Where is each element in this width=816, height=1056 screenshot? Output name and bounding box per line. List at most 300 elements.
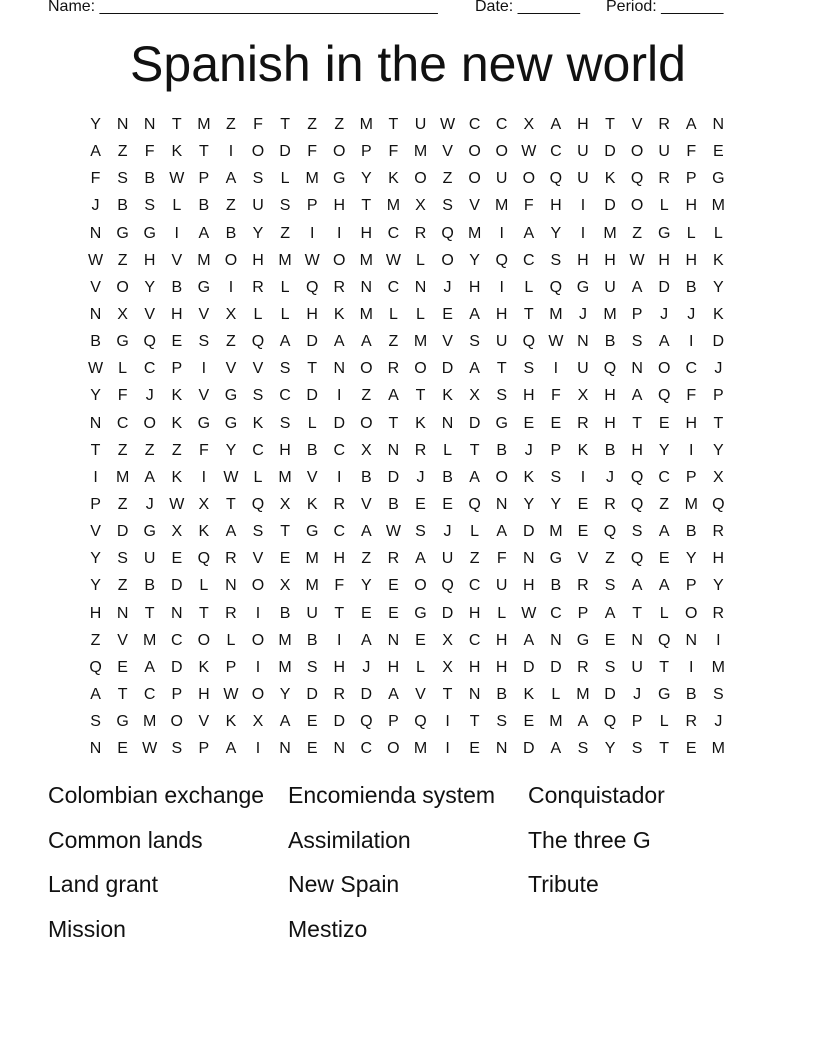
grid-letter: H xyxy=(495,306,508,324)
grid-letter: K xyxy=(171,414,183,432)
grid-letter: H xyxy=(631,441,643,459)
grid-letter: X xyxy=(279,577,291,595)
grid-letter: G xyxy=(224,387,238,405)
grid-letter: X xyxy=(198,496,210,514)
grid-letter: F xyxy=(686,387,697,405)
grid-letter: V xyxy=(252,360,264,378)
grid-letter: P xyxy=(198,740,210,758)
grid-letter: B xyxy=(144,577,156,595)
grid-letter: Q xyxy=(603,523,617,541)
grid-row xyxy=(82,708,732,735)
grid-letter: N xyxy=(685,631,698,649)
grid-letter: X xyxy=(442,631,453,649)
grid-letter: I xyxy=(499,224,504,242)
grid-letter: M xyxy=(143,713,157,731)
grid-letter: Q xyxy=(549,278,563,296)
grid-letter: D xyxy=(170,577,183,595)
grid-letter: N xyxy=(89,414,102,432)
grid-letter: U xyxy=(604,278,616,296)
grid-letter: H xyxy=(198,686,210,704)
grid-letter: T xyxy=(198,143,209,161)
grid-letter: Z xyxy=(117,251,128,269)
grid-letter: J xyxy=(362,658,371,676)
grid-letter: D xyxy=(604,143,616,161)
grid-row xyxy=(82,138,732,165)
grid-letter: E xyxy=(685,740,697,758)
grid-letter: V xyxy=(252,550,264,568)
grid-letter: U xyxy=(577,170,589,188)
grid-letter: L xyxy=(118,360,128,378)
grid-letter: C xyxy=(252,441,264,459)
grid-letter: A xyxy=(415,550,426,568)
grid-letter: C xyxy=(170,631,183,649)
grid-letter: I xyxy=(580,224,586,242)
grid-letter: D xyxy=(116,523,129,541)
grid-letter: V xyxy=(198,306,210,324)
grid-letter: A xyxy=(469,468,480,486)
grid-letter: T xyxy=(388,116,399,134)
grid-letter: P xyxy=(685,468,697,486)
grid-letter: Y xyxy=(90,550,101,568)
grid-row xyxy=(82,627,732,654)
grid-letter: W xyxy=(169,496,185,514)
grid-letter: I xyxy=(337,387,342,405)
grid-letter: Q xyxy=(549,170,563,188)
grid-letter: Y xyxy=(658,441,670,459)
grid-letter: M xyxy=(197,116,211,134)
grid-letter: H xyxy=(468,658,481,676)
grid-letter: W xyxy=(548,333,564,351)
grid-letter: S xyxy=(523,360,535,378)
grid-letter: Q xyxy=(603,360,617,378)
grid-letter: O xyxy=(685,604,698,622)
grid-letter: R xyxy=(577,577,589,595)
grid-letter: D xyxy=(306,686,318,704)
grid-letter: P xyxy=(306,197,318,215)
grid-letter: O xyxy=(333,251,346,269)
grid-letter: G xyxy=(576,278,590,296)
grid-letter: H xyxy=(577,116,589,134)
grid-letter: H xyxy=(333,197,346,215)
grid-letter: O xyxy=(414,577,427,595)
grid-letter: B xyxy=(306,441,318,459)
grid-letter: B xyxy=(496,686,508,704)
grid-letter: S xyxy=(631,740,643,758)
grid-letter: T xyxy=(388,414,399,432)
grid-letter: F xyxy=(334,577,345,595)
grid-letter: P xyxy=(171,686,183,704)
grid-letter: L xyxy=(307,414,317,432)
grid-letter: O xyxy=(414,360,427,378)
grid-letter: M xyxy=(711,740,725,758)
grid-row xyxy=(82,491,732,518)
grid-letter: D xyxy=(387,468,400,486)
grid-letter: O xyxy=(224,251,238,269)
grid-letter: C xyxy=(143,360,156,378)
word-bank-item: Common lands xyxy=(48,826,203,853)
grid-letter: L xyxy=(388,306,398,324)
grid-letter: O xyxy=(116,278,129,296)
grid-letter: L xyxy=(280,306,290,324)
grid-letter: F xyxy=(388,143,399,161)
grid-letter: G xyxy=(197,278,211,296)
grid-letter: L xyxy=(551,686,561,704)
grid-letter: Z xyxy=(361,387,372,405)
grid-letter: T xyxy=(659,740,670,758)
grid-letter: Y xyxy=(225,441,237,459)
grid-letter: Z xyxy=(280,224,290,242)
grid-letter: Q xyxy=(630,550,644,568)
grid-letter: C xyxy=(333,441,346,459)
grid-letter: K xyxy=(171,387,183,405)
grid-row xyxy=(82,111,732,138)
grid-letter: Y xyxy=(604,740,616,758)
grid-letter: A xyxy=(225,740,237,758)
grid-letter: R xyxy=(252,278,264,296)
grid-letter: N xyxy=(550,631,562,649)
grid-letter: Z xyxy=(171,441,182,459)
grid-letter: I xyxy=(255,658,261,676)
grid-letter: A xyxy=(469,306,480,324)
grid-letter: N xyxy=(116,604,129,622)
grid-letter: S xyxy=(415,523,426,541)
grid-letter: C xyxy=(116,414,129,432)
grid-letter: Z xyxy=(659,496,670,514)
grid-letter: G xyxy=(224,414,238,432)
grid-letter: Z xyxy=(226,116,236,134)
grid-letter: Y xyxy=(713,577,724,595)
word-search-grid xyxy=(82,111,732,762)
grid-letter: I xyxy=(337,468,342,486)
grid-letter: A xyxy=(550,740,562,758)
grid-letter: B xyxy=(388,496,399,514)
grid-letter: I xyxy=(201,360,207,378)
grid-letter: T xyxy=(713,414,724,432)
grid-row xyxy=(82,654,732,681)
grid-letter: K xyxy=(225,713,237,731)
word-bank-item: Mission xyxy=(48,915,126,942)
grid-letter: E xyxy=(658,414,670,432)
grid-letter: D xyxy=(441,360,454,378)
grid-letter: H xyxy=(143,251,156,269)
grid-letter: T xyxy=(659,658,670,676)
grid-letter: A xyxy=(469,360,480,378)
grid-letter: Y xyxy=(279,686,291,704)
grid-letter: B xyxy=(117,197,128,215)
grid-letter: X xyxy=(442,658,453,676)
grid-letter: X xyxy=(117,306,128,324)
grid-letter: O xyxy=(387,740,400,758)
grid-letter: A xyxy=(333,333,345,351)
grid-letter: I xyxy=(689,441,694,459)
grid-letter: U xyxy=(577,360,589,378)
grid-letter: P xyxy=(631,306,643,324)
grid-letter: M xyxy=(549,523,563,541)
grid-letter: A xyxy=(496,523,508,541)
grid-letter: Z xyxy=(117,577,128,595)
grid-letter: C xyxy=(143,686,156,704)
grid-letter: G xyxy=(116,333,129,351)
date-field: Date: _______ xyxy=(475,0,580,15)
grid-letter: N xyxy=(414,278,427,296)
grid-letter: G xyxy=(657,686,671,704)
grid-letter: W xyxy=(142,740,158,758)
grid-letter: S xyxy=(306,658,318,676)
grid-letter: E xyxy=(604,631,616,649)
grid-letter: N xyxy=(387,631,400,649)
grid-letter: E xyxy=(171,550,183,568)
grid-letter: M xyxy=(549,713,563,731)
grid-letter: Z xyxy=(226,333,236,351)
grid-letter: Q xyxy=(441,577,454,595)
grid-letter: O xyxy=(333,143,346,161)
grid-letter: G xyxy=(197,414,211,432)
grid-letter: Z xyxy=(144,441,155,459)
grid-letter: M xyxy=(413,143,428,161)
grid-letter: I xyxy=(309,224,315,242)
grid-letter: S xyxy=(252,387,264,405)
grid-letter: L xyxy=(416,251,425,269)
grid-letter: E xyxy=(469,740,480,758)
grid-letter: U xyxy=(414,116,427,134)
grid-letter: H xyxy=(604,414,616,432)
grid-letter: T xyxy=(469,713,480,731)
grid-letter: N xyxy=(523,550,535,568)
grid-letter: S xyxy=(550,468,562,486)
grid-letter: E xyxy=(306,740,318,758)
grid-letter: O xyxy=(251,577,265,595)
grid-letter: N xyxy=(712,116,725,134)
grid-letter: O xyxy=(522,170,536,188)
grid-letter: D xyxy=(333,713,346,731)
grid-letter: K xyxy=(604,170,616,188)
grid-letter: T xyxy=(171,116,182,134)
grid-letter: V xyxy=(171,251,183,269)
grid-letter: Z xyxy=(117,441,128,459)
grid-letter: K xyxy=(415,414,426,432)
grid-letter: E xyxy=(713,143,724,161)
grid-letter: I xyxy=(337,224,342,242)
grid-letter: Y xyxy=(713,441,724,459)
grid-letter: M xyxy=(305,550,319,568)
grid-letter: R xyxy=(685,713,698,731)
grid-letter: Q xyxy=(630,170,644,188)
grid-letter: K xyxy=(333,306,345,324)
grid-letter: V xyxy=(117,631,128,649)
grid-letter: R xyxy=(333,278,346,296)
word-bank-item: Encomienda system xyxy=(288,782,496,808)
grid-letter: Y xyxy=(550,496,562,514)
grid-letter: X xyxy=(225,306,237,324)
grid-letter: V xyxy=(577,550,589,568)
grid-letter: M xyxy=(278,631,292,649)
grid-letter: U xyxy=(441,550,454,568)
grid-letter: M xyxy=(413,333,428,351)
grid-letter: S xyxy=(631,523,643,541)
grid-letter: Z xyxy=(117,143,128,161)
grid-letter: Q xyxy=(495,251,508,269)
grid-letter: Y xyxy=(360,577,372,595)
word-bank-item: The three G xyxy=(528,826,651,853)
grid-letter: T xyxy=(90,441,101,459)
grid-letter: H xyxy=(685,414,698,432)
grid-letter: C xyxy=(387,278,400,296)
grid-letter: V xyxy=(469,197,480,215)
grid-row xyxy=(82,274,732,301)
grid-letter: I xyxy=(580,197,586,215)
grid-letter: V xyxy=(225,360,237,378)
grid-letter: F xyxy=(144,143,155,161)
grid-letter: U xyxy=(143,550,156,568)
grid-letter: P xyxy=(685,577,697,595)
grid-letter: J xyxy=(714,713,723,731)
grid-letter: B xyxy=(306,631,318,649)
grid-letter: G xyxy=(712,170,725,188)
grid-letter: A xyxy=(90,686,101,704)
grid-letter: S xyxy=(496,713,508,731)
grid-letter: R xyxy=(225,604,237,622)
grid-letter: Q xyxy=(603,713,617,731)
grid-letter: H xyxy=(523,387,535,405)
grid-letter: E xyxy=(523,414,535,432)
grid-letter: N xyxy=(495,740,508,758)
grid-letter: V xyxy=(90,523,101,541)
grid-letter: S xyxy=(171,740,183,758)
grid-letter: P xyxy=(198,170,210,188)
grid-letter: P xyxy=(577,604,589,622)
grid-letter: R xyxy=(604,496,616,514)
grid-letter: G xyxy=(333,170,346,188)
grid-letter: A xyxy=(550,116,562,134)
grid-letter: O xyxy=(360,360,373,378)
grid-letter: W xyxy=(87,251,104,269)
grid-letter: I xyxy=(445,713,450,731)
grid-letter: K xyxy=(171,468,183,486)
grid-letter: S xyxy=(577,740,589,758)
grid-letter: M xyxy=(115,468,130,486)
grid-letter: Y xyxy=(90,577,101,595)
grid-letter: H xyxy=(89,604,102,622)
grid-letter: J xyxy=(606,468,615,486)
grid-letter: C xyxy=(468,116,481,134)
grid-letter: E xyxy=(658,550,670,568)
grid-letter: L xyxy=(253,468,263,486)
grid-letter: B xyxy=(685,523,697,541)
grid-letter: G xyxy=(116,224,129,242)
word-bank-item: Conquistador xyxy=(528,782,665,808)
grid-letter: S xyxy=(117,550,128,568)
grid-letter: A xyxy=(523,224,535,242)
grid-row xyxy=(82,410,732,437)
grid-letter: I xyxy=(255,604,261,622)
grid-letter: W xyxy=(629,251,645,269)
grid-letter: D xyxy=(523,658,535,676)
grid-letter: M xyxy=(603,224,617,242)
grid-letter: B xyxy=(360,468,372,486)
grid-letter: C xyxy=(360,740,373,758)
grid-letter: S xyxy=(198,333,210,351)
grid-letter: O xyxy=(495,143,508,161)
grid-letter: R xyxy=(577,658,589,676)
grid-letter: A xyxy=(279,333,291,351)
grid-row xyxy=(82,165,732,192)
grid-letter: S xyxy=(496,387,508,405)
grid-letter: I xyxy=(201,468,207,486)
grid-letter: A xyxy=(225,170,237,188)
grid-letter: A xyxy=(631,387,643,405)
grid-letter: X xyxy=(713,468,724,486)
grid-letter: H xyxy=(712,550,725,568)
grid-letter: O xyxy=(251,686,265,704)
grid-letter: S xyxy=(279,414,291,432)
grid-letter: L xyxy=(199,577,209,595)
grid-letter: Z xyxy=(334,116,345,134)
grid-letter: M xyxy=(305,170,319,188)
grid-letter: J xyxy=(443,278,452,296)
grid-letter: W xyxy=(169,170,185,188)
grid-letter: D xyxy=(468,414,481,432)
grid-letter: T xyxy=(334,604,345,622)
grid-letter: H xyxy=(468,604,481,622)
grid-letter: N xyxy=(577,333,589,351)
grid-letter: K xyxy=(198,658,210,676)
grid-letter: H xyxy=(658,251,670,269)
grid-letter: B xyxy=(685,686,697,704)
grid-letter: S xyxy=(90,713,101,731)
grid-letter: H xyxy=(252,251,264,269)
grid-letter: B xyxy=(604,441,616,459)
grid-letter: U xyxy=(658,143,670,161)
grid-letter: H xyxy=(279,441,291,459)
grid-letter: R xyxy=(333,686,346,704)
grid-letter: H xyxy=(387,658,400,676)
grid-letter: M xyxy=(305,577,319,595)
grid-letter: H xyxy=(604,387,616,405)
grid-letter: H xyxy=(495,631,508,649)
grid-letter: W xyxy=(385,523,401,541)
grid-letter: Q xyxy=(522,333,536,351)
word-bank-item: Land grant xyxy=(48,871,158,897)
grid-letter: W xyxy=(223,686,239,704)
grid-letter: O xyxy=(441,251,454,269)
grid-letter: Q xyxy=(305,278,319,296)
grid-letter: A xyxy=(658,577,670,595)
grid-letter: A xyxy=(388,686,399,704)
grid-letter: V xyxy=(144,306,156,324)
grid-letter: J xyxy=(687,306,696,324)
grid-letter: N xyxy=(631,631,643,649)
grid-letter: E xyxy=(117,740,128,758)
grid-letter: Q xyxy=(89,658,102,676)
grid-letter: C xyxy=(333,523,346,541)
grid-letter: F xyxy=(496,550,507,568)
grid-letter: T xyxy=(523,306,534,324)
grid-letter: H xyxy=(306,306,318,324)
grid-letter: C xyxy=(468,631,481,649)
grid-letter: H xyxy=(685,197,698,215)
grid-letter: U xyxy=(252,197,264,215)
grid-row xyxy=(82,600,732,627)
grid-letter: O xyxy=(414,170,427,188)
grid-letter: F xyxy=(117,387,128,405)
grid-row xyxy=(82,437,732,464)
grid-letter: W xyxy=(87,360,104,378)
grid-letter: R xyxy=(414,224,427,242)
grid-letter: D xyxy=(306,387,318,405)
grid-letter: I xyxy=(228,278,234,296)
grid-letter: R xyxy=(225,550,237,568)
grid-letter: G xyxy=(549,550,563,568)
